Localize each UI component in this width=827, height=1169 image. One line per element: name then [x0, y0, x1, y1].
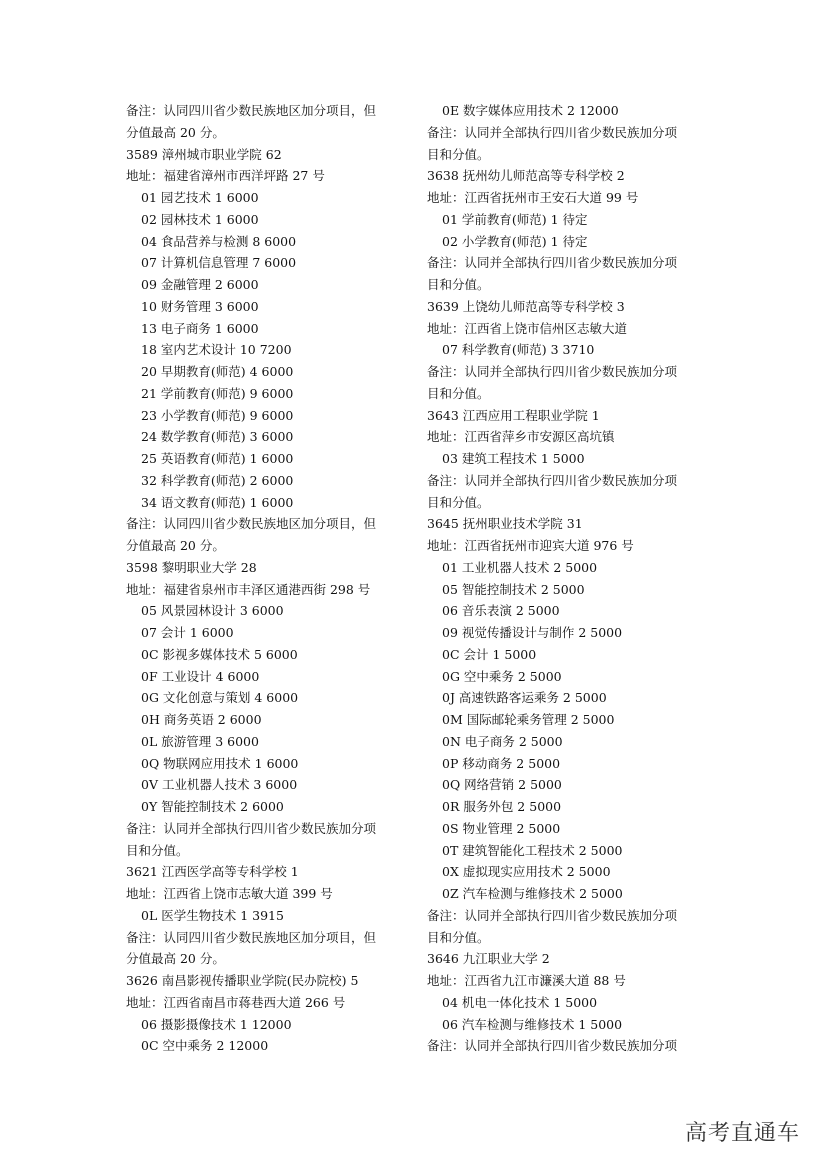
major-entry: 06 摄影摄像技术 1 12000: [141, 1016, 292, 1032]
watermark-logo: 高考直通车: [684, 1121, 800, 1146]
major-entry: 13 电子商务 1 6000: [141, 320, 259, 336]
text-line: 分值最高 20 分。: [126, 538, 225, 553]
major-entry: 06 音乐表演 2 5000: [442, 603, 560, 619]
text-line: 目和分值。: [427, 277, 490, 292]
text-line: 备注：认同并全部执行四川省少数民族加分项: [427, 364, 678, 379]
left-column: [126, 100, 416, 1057]
major-entry: 0R 服务外包 2 5000: [442, 799, 562, 814]
major-entry: 0P 移动商务 2 5000: [442, 755, 561, 771]
major-entry: 0G 文化创意与策划 4 6000: [141, 690, 299, 706]
text-line: 地址：江西省九江市濂溪大道 88 号: [427, 973, 626, 988]
major-entry: 34 语文教育(师范) 1 6000: [141, 494, 294, 510]
major-entry: 01 园艺技术 1 6000: [141, 190, 259, 205]
major-entry: 0M 国际邮轮乘务管理 2 5000: [442, 712, 615, 727]
text-line: 地址：福建省泉州市丰泽区通港西街 298 号: [126, 581, 371, 597]
major-entry: 04 机电一体化技术 1 5000: [442, 994, 598, 1010]
text-line: 备注：认同并全部执行四川省少数民族加分项: [427, 907, 678, 923]
major-entry: 24 数学教育(师范) 3 6000: [141, 429, 294, 445]
text-line: 3646 九江职业大学 2: [427, 951, 550, 967]
text-line: 目和分值。: [427, 385, 490, 401]
major-entry: 23 小学教育(师范) 9 6000: [141, 407, 294, 423]
text-line: 3645 抚州职业技术学院 31: [427, 516, 583, 532]
major-entry: 21 学前教育(师范) 9 6000: [141, 385, 294, 401]
text-line: 3621 江西医学高等专科学校 1: [126, 864, 299, 880]
major-entry: 06 汽车检测与维修技术 1 5000: [442, 1016, 623, 1032]
major-entry: 20 早期教育(师范) 4 6000: [141, 364, 294, 379]
major-entry: 0L 医学生物技术 1 3915: [141, 907, 284, 923]
major-entry: 0F 工业设计 4 6000: [141, 668, 260, 684]
major-entry: 07 会计 1 6000: [141, 625, 234, 640]
major-entry: 07 科学教育(师范) 3 3710: [442, 342, 595, 358]
major-entry: 09 金融管理 2 6000: [141, 277, 259, 292]
text-line: 备注：认同并全部执行四川省少数民族加分项: [427, 255, 678, 271]
text-line: 3639 上饶幼儿师范高等专科学校 3: [427, 298, 625, 314]
text-line: 3598 黎明职业大学 28: [126, 559, 257, 575]
text-line: 分值最高 20 分。: [126, 951, 225, 967]
major-entry: 18 室内艺术设计 10 7200: [141, 342, 292, 358]
major-entry: 0E 数字媒体应用技术 2 12000: [442, 103, 619, 118]
text-line: 目和分值。: [126, 842, 189, 858]
text-line: 地址：江西省抚州市王安石大道 99 号: [427, 190, 639, 205]
text-line: 3626 南昌影视传播职业学院(民办院校) 5: [126, 973, 359, 988]
major-entry: 0Z 汽车检测与维修技术 2 5000: [442, 886, 623, 901]
major-entry: 0Q 网络营销 2 5000: [442, 777, 562, 793]
text-line: 地址：江西省南昌市蒋巷西大道 266 号: [126, 994, 346, 1010]
text-line: 3638 抚州幼儿师范高等专科学校 2: [427, 168, 625, 184]
text-line: 3643 江西应用工程职业学院 1: [427, 407, 600, 423]
major-entry: 05 风景园林设计 3 6000: [141, 603, 284, 619]
text-line: 备注：认同四川省少数民族地区加分项目，但: [126, 103, 377, 118]
major-entry: 0L 旅游管理 3 6000: [141, 733, 259, 749]
major-entry: 0C 会计 1 5000: [442, 646, 537, 662]
major-entry: 05 智能控制技术 2 5000: [442, 581, 585, 597]
major-entry: 0T 建筑智能化工程技术 2 5000: [442, 842, 623, 858]
text-line: 地址：江西省上饶市信州区志敏大道: [427, 320, 628, 336]
major-entry: 10 财务管理 3 6000: [141, 298, 259, 314]
text-line: 地址：江西省萍乡市安源区高坑镇: [427, 429, 615, 445]
major-entry: 0G 空中乘务 2 5000: [442, 668, 562, 684]
major-entry: 0N 电子商务 2 5000: [442, 733, 563, 749]
text-line: 备注：认同并全部执行四川省少数民族加分项: [126, 820, 377, 836]
text-line: 地址：福建省漳州市西洋坪路 27 号: [126, 168, 325, 184]
text-line: 地址：江西省抚州市迎宾大道 976 号: [427, 538, 634, 553]
major-entry: 0X 虚拟现实应用技术 2 5000: [442, 864, 611, 880]
major-entry: 0C 空中乘务 2 12000: [141, 1038, 269, 1054]
text-line: 目和分值。: [427, 146, 490, 162]
major-entry: 01 工业机器人技术 2 5000: [442, 559, 598, 575]
text-line: 地址：江西省上饶市志敏大道 399 号: [126, 886, 333, 901]
text-line: 目和分值。: [427, 929, 490, 945]
major-entry: 0C 影视多媒体技术 5 6000: [141, 646, 298, 662]
text-line: 备注：认同并全部执行四川省少数民族加分项: [427, 124, 678, 140]
major-entry: 04 食品营养与检测 8 6000: [141, 233, 297, 249]
text-line: 分值最高 20 分。: [126, 124, 225, 140]
major-entry: 0Y 智能控制技术 2 6000: [141, 799, 284, 814]
right-column: [427, 100, 717, 1057]
text-line: 备注：认同四川省少数民族地区加分项目，但: [126, 929, 377, 945]
major-entry: 01 学前教育(师范) 1 待定: [442, 211, 588, 227]
major-entry: 0V 工业机器人技术 3 6000: [141, 777, 298, 793]
text-line: 备注：认同并全部执行四川省少数民族加分项: [427, 472, 678, 488]
major-entry: 02 园林技术 1 6000: [141, 211, 259, 227]
major-entry: 25 英语教育(师范) 1 6000: [141, 451, 294, 466]
major-entry: 02 小学教育(师范) 1 待定: [442, 233, 588, 249]
text-line: 3589 漳州城市职业学院 62: [126, 146, 282, 162]
major-entry: 32 科学教育(师范) 2 6000: [141, 472, 294, 488]
major-entry: 0S 物业管理 2 5000: [442, 820, 561, 836]
text-line: 目和分值。: [427, 494, 490, 510]
major-entry: 07 计算机信息管理 7 6000: [141, 255, 297, 271]
major-entry: 09 视觉传播设计与制作 2 5000: [442, 625, 623, 640]
major-entry: 0Q 物联网应用技术 1 6000: [141, 755, 299, 771]
major-entry: 0H 商务英语 2 6000: [141, 712, 262, 727]
text-line: 备注：认同并全部执行四川省少数民族加分项: [427, 1038, 678, 1054]
major-entry: 03 建筑工程技术 1 5000: [442, 451, 585, 466]
text-line: 备注：认同四川省少数民族地区加分项目，但: [126, 516, 377, 532]
major-entry: 0J 高速铁路客运乘务 2 5000: [442, 690, 607, 706]
